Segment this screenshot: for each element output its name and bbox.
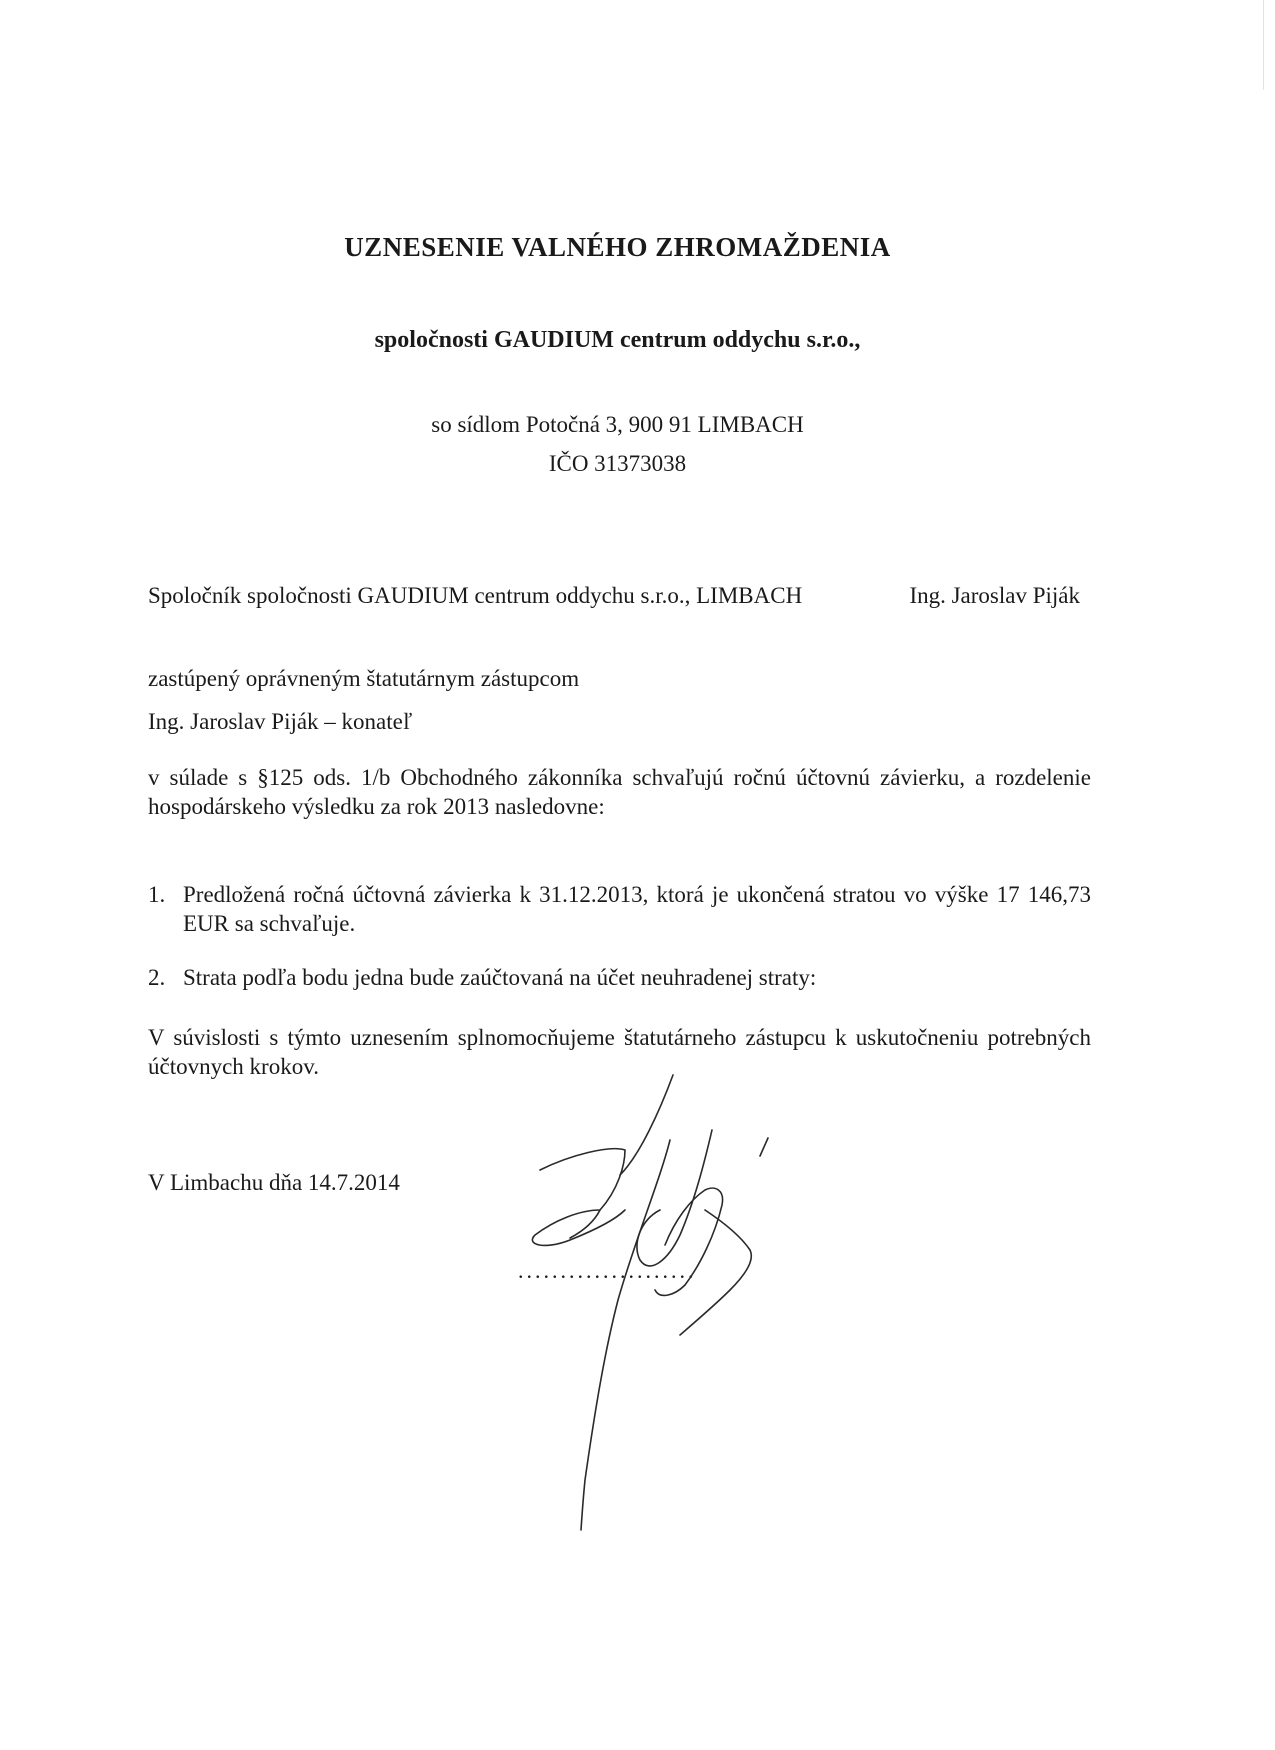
signature-stroke <box>581 1140 670 1530</box>
represented-line: zastúpený oprávneným štatutárnym zástupcom <box>148 666 580 691</box>
partner-name: Ing. Jaroslav Piják <box>909 583 1080 608</box>
scan-edge-mark <box>1263 0 1264 90</box>
signature-stroke <box>637 1130 712 1266</box>
signature-line: ..................... <box>518 1258 697 1283</box>
partner-label: Spoločník spoločnosti GAUDIUM centrum oddychu s.r.o., LIMBACH <box>148 583 803 608</box>
list-item-number: 1. <box>148 882 166 907</box>
partner-row <box>148 583 1080 609</box>
representative-line: Ing. Jaroslav Piják – konateľ <box>148 709 413 734</box>
approval-paragraph: v súlade s §125 ods. 1/b Obchodného zákonníka schvaľujú ročnú účtovnú závierku, a rozdelenie hospodárskeho výsledku za rok 2013 nasledovne: <box>148 765 1091 819</box>
signature-stroke <box>540 1149 625 1238</box>
signature-stroke <box>760 1138 768 1156</box>
signature-stroke <box>532 1210 625 1245</box>
place-date: V Limbachu dňa 14.7.2014 <box>148 1170 400 1195</box>
company-line: spoločnosti GAUDIUM centrum oddychu s.r.o., <box>374 327 861 353</box>
list-item <box>148 963 1091 992</box>
document-title: UZNESENIE VALNÉHO ZHROMAŽDENIA <box>344 232 891 262</box>
list-item-number: 2. <box>148 965 166 990</box>
signature-image <box>500 1060 800 1560</box>
authorization-paragraph: V súvislosti s týmto uznesením splnomocňujeme štatutárneho zástupcu k uskutočneniu potrebných účtovnych krokov. <box>148 1025 1091 1079</box>
list-item-text: Predložená ročná účtovná závierka k 31.12.2013, ktorá je ukončená stratou vo výške 17 146,73 EUR sa schvaľuje. <box>183 882 1091 936</box>
list-item <box>148 880 1091 938</box>
signature-stroke <box>655 1188 723 1295</box>
seat-line: so sídlom Potočná 3, 900 91 LIMBACH <box>431 412 804 437</box>
list-item-text: Strata podľa bodu jedna bude zaúčtovaná na účet neuhradenej straty: <box>183 965 817 990</box>
ico-line: IČO 31373038 <box>548 451 687 476</box>
